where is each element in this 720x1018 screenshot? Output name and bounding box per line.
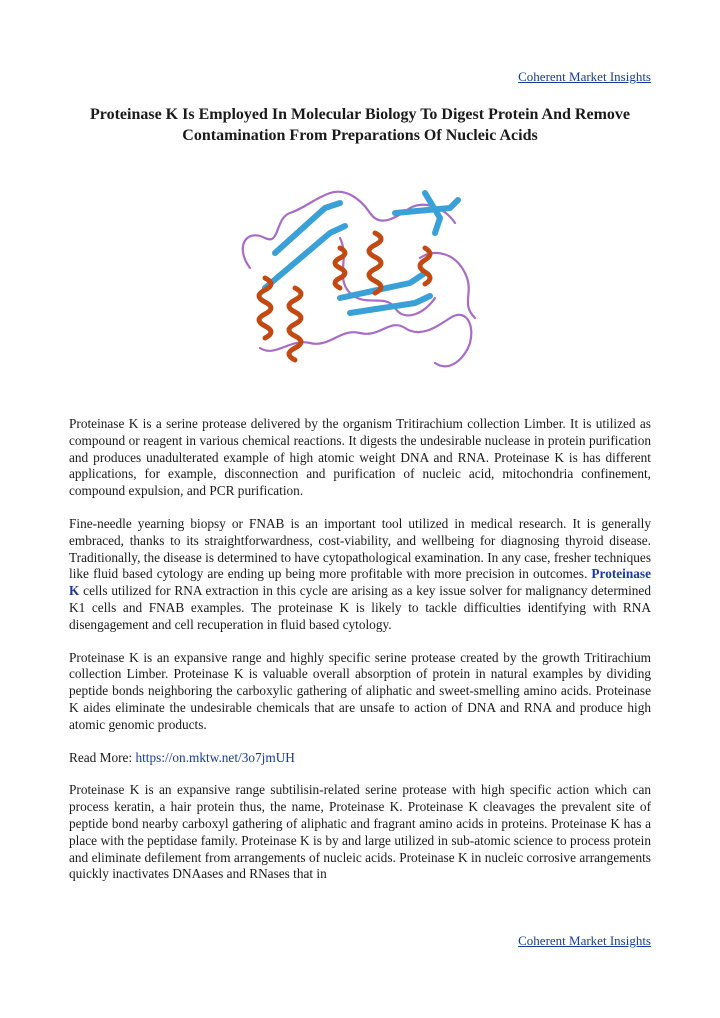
- paragraph-3: Proteinase K is an expansive range and highly specific serine protease created by the growth Tritirachium collection Limber. Proteinase K is valuable overall absorption of protein in natural examples by dividing peptide bonds neighboring the carboxylic gathering of aliphatic and sweet-smelling amino acids. Proteinase K aides eliminate the undesirable chemicals that are unsafe to action of DNA and RNA and produce high atomic genomic products.: [69, 649, 651, 732]
- read-more-label: Read More:: [69, 749, 136, 765]
- coil-4: [420, 253, 475, 318]
- paragraph-2: [69, 516, 651, 634]
- sheet-1: [275, 203, 340, 253]
- paragraph-1: Proteinase K is a serine protease delivered by the organism Tritirachium collection Limber. It is utilized as compound or reagent in various chemical reactions. It digests the undesirable nuclease in protein purification and produces unadulterated example of high atomic weight DNA and RNA. Proteinase K is has different applications, for example, disconnection and purification of nucleic acid, mitochondria confinement, compound expulsion, and PCR purification.: [69, 416, 651, 499]
- helix-3: [369, 233, 381, 293]
- paragraph-2-text-b: cells utilized for RNA extraction in this cycle are arising as a key issue solver for malignancy determined K1 cells and FNAB examples. The proteinase K is likely to tackle difficulties identifying with RNA disengagement and cell recuperation in fluid based cytology.: [69, 583, 651, 632]
- proteinase-k-link[interactable]: Proteinase K: [69, 566, 651, 599]
- article-body: [69, 416, 651, 883]
- paragraph-2-text-a: Fine-needle yearning biopsy or FNAB is an important tool utilized in medical research. It is generally embraced, thanks to its straightforwardness, cost-viability, and wellbeing for diagnosing thyroid disease. Traditionally, the disease is determined to have cytopathological examination. In any case, fresher techniques like fluid based cytology are ending up being more profitable with more precision in outcomes.: [69, 515, 651, 582]
- read-more-link[interactable]: https://on.mktw.net/3o7jmUH: [135, 749, 295, 765]
- page-title: Proteinase K Is Employed In Molecular Biology To Digest Protein And Remove Contamination From Preparations Of Nucleic Acids: [89, 106, 630, 144]
- sheet-2: [265, 226, 345, 288]
- read-more-line: [69, 750, 651, 767]
- sheet-5: [395, 200, 458, 213]
- footer-site-link[interactable]: Coherent Market Insights: [518, 933, 651, 948]
- paragraph-4: Proteinase K is an expansive range subtilisin-related serine protease with high specific action which can process keratin, a hair protein thus, the name, Proteinase K. Proteinase K cleavages the prevalent site of peptide bond nearby carboxyl gathering of aliphatic and fragrant amino acids in proteins. Proteinase K has a place with the peptidase family. Proteinase K is by and large utilized in sub-atomic science to process protein and eliminate defilement from arrangements of nucleic acids. Proteinase K in nucleic corrosive arrangements quickly inactivates DNAases and RNases that in: [69, 782, 651, 882]
- protein-structure-image: [220, 178, 500, 388]
- header-site-link[interactable]: Coherent Market Insights: [518, 69, 651, 84]
- helix-2: [289, 288, 301, 360]
